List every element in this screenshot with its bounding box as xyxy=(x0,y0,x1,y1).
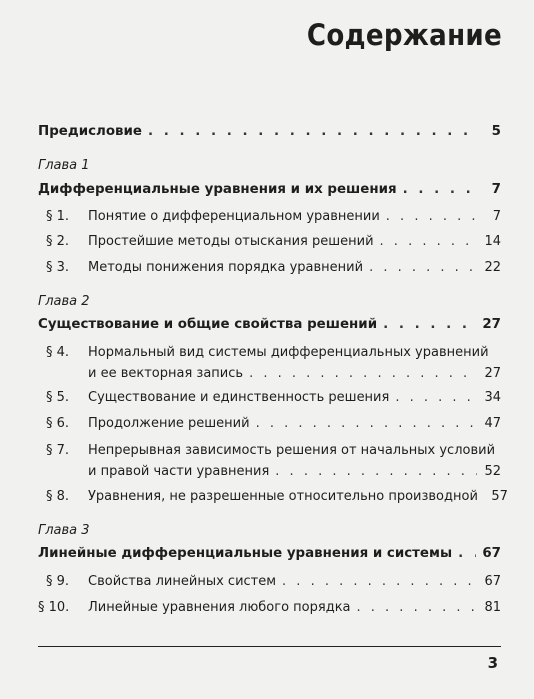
section-number: § 2. xyxy=(46,234,70,249)
entry-page: 52 xyxy=(484,464,501,479)
dot-leader xyxy=(369,260,477,276)
toc-entry-section[interactable] xyxy=(46,234,501,250)
chapter-heading: Глава 1 xyxy=(38,158,90,173)
entry-page: 34 xyxy=(484,390,501,405)
section-number: § 7. xyxy=(46,443,70,458)
entry-label-continued: и правой части уравнения xyxy=(88,464,270,479)
dot-leader xyxy=(383,317,476,333)
dot-leader xyxy=(148,124,477,140)
page-number: 3 xyxy=(487,654,498,672)
section-number: § 4. xyxy=(46,345,70,360)
entry-page: 67 xyxy=(482,546,501,561)
section-number: § 5. xyxy=(46,390,70,405)
section-number: § 10. xyxy=(38,600,70,615)
dot-leader xyxy=(282,574,477,590)
entry-label: Свойства линейных систем xyxy=(88,574,277,589)
toc-entry-section[interactable] xyxy=(46,390,501,406)
chapter-heading: Глава 2 xyxy=(38,294,90,309)
toc-entry-section[interactable] xyxy=(46,489,508,505)
toc-entry-section-line2[interactable] xyxy=(88,366,501,382)
entry-page: 14 xyxy=(484,234,501,249)
entry-label: Линейные уравнения любого порядка xyxy=(88,600,351,615)
entry-label: Нормальный вид системы дифференциальных уравнений xyxy=(88,345,489,360)
toc-entry-chapter[interactable] xyxy=(38,546,501,562)
section-number: § 6. xyxy=(46,416,70,431)
entry-page: 27 xyxy=(484,366,501,381)
toc-entry-section-line1[interactable] xyxy=(46,443,501,459)
toc-entry-section[interactable] xyxy=(46,209,501,225)
dot-leader xyxy=(403,182,477,198)
entry-label: Существование и общие свойства решений xyxy=(38,317,378,332)
entry-label: Продолжение решений xyxy=(88,416,250,431)
section-number: § 8. xyxy=(46,489,70,504)
entry-label: Дифференциальные уравнения и их решения xyxy=(38,182,397,197)
entry-page: 67 xyxy=(484,574,501,589)
entry-page: 57 xyxy=(491,489,508,504)
dot-leader xyxy=(249,366,477,382)
entry-label: Уравнения, не разрешенные относительно производной xyxy=(88,489,478,504)
footer-rule xyxy=(38,646,501,647)
entry-label: Предисловие xyxy=(38,124,142,139)
entry-label: Простейшие методы отыскания решений xyxy=(88,234,374,249)
dot-leader xyxy=(256,416,477,432)
dot-leader xyxy=(386,209,477,225)
entry-label-continued: и ее векторная запись xyxy=(88,366,244,381)
toc-entry-chapter[interactable] xyxy=(38,317,501,333)
toc-entry-preface[interactable] xyxy=(38,124,501,140)
entry-page: 27 xyxy=(482,317,501,332)
toc-entry-section-line2[interactable] xyxy=(88,464,501,480)
toc-entry-section[interactable] xyxy=(46,416,501,432)
entry-page: 7 xyxy=(491,182,501,197)
entry-page: 22 xyxy=(484,260,501,275)
toc-entry-section-line1[interactable] xyxy=(46,345,501,361)
entry-page: 5 xyxy=(491,124,501,139)
entry-label: Непрерывная зависимость решения от начальных условий xyxy=(88,443,496,458)
toc-entry-section[interactable] xyxy=(38,600,501,616)
entry-page: 7 xyxy=(492,209,501,224)
dot-leader xyxy=(380,234,477,250)
dot-leader xyxy=(275,464,477,480)
dot-leader xyxy=(458,546,476,562)
toc-entry-section[interactable] xyxy=(46,260,501,276)
entry-label: Методы понижения порядка уравнений xyxy=(88,260,364,275)
chapter-heading: Глава 3 xyxy=(38,523,90,538)
page-title: Содержание xyxy=(306,18,502,52)
entry-page: 47 xyxy=(484,416,501,431)
entry-label: Существование и единственность решения xyxy=(88,390,390,405)
entry-label: Линейные дифференциальные уравнения и системы xyxy=(38,546,453,561)
section-number: § 1. xyxy=(46,209,70,224)
entry-label: Понятие о дифференциальном уравнении xyxy=(88,209,380,224)
toc-entry-section[interactable] xyxy=(46,574,501,590)
section-number: § 9. xyxy=(46,574,70,589)
section-number: § 3. xyxy=(46,260,70,275)
dot-leader xyxy=(395,390,477,406)
entry-page: 81 xyxy=(484,600,501,615)
dot-leader xyxy=(357,600,477,616)
toc-entry-chapter[interactable] xyxy=(38,182,501,198)
